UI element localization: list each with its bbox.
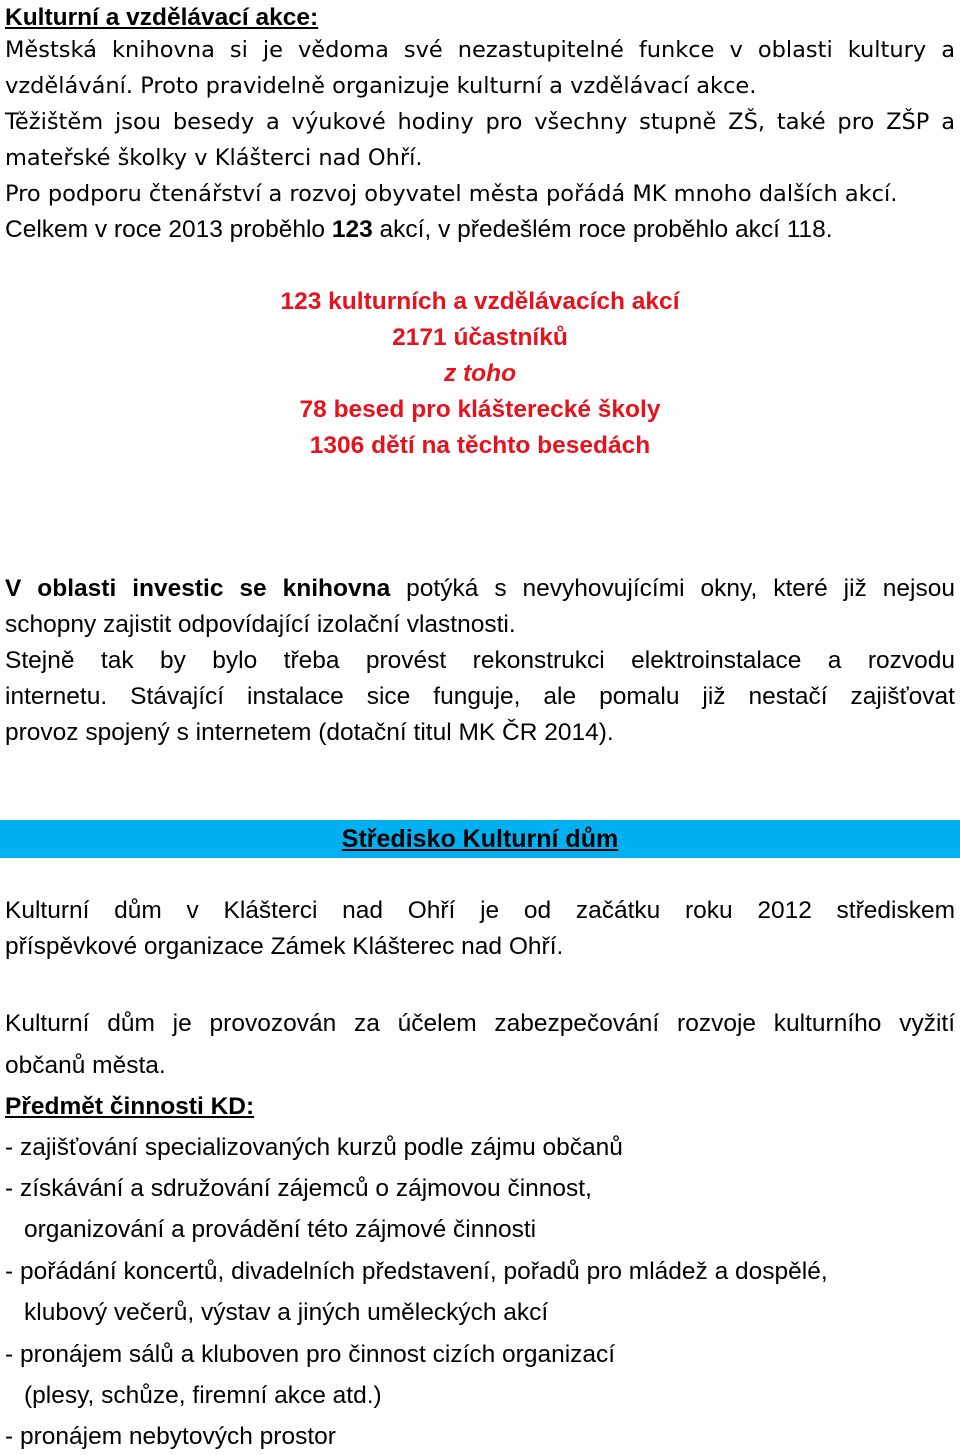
total-events-number: 123 (331, 216, 373, 243)
activity-item-continuation: klubový večerů, výstav a jiných uměleckých akcí (24, 1299, 549, 1326)
kd-purpose-line: občanů města. (5, 1052, 166, 1079)
investments-lead: V oblasti investic se knihovna (5, 575, 391, 602)
investments-line (5, 571, 955, 607)
activity-item: - zajišťování specializovaných kurzů podle zájmu občanů (5, 1134, 623, 1161)
total-events-post: akcí, v předešlém roce proběhlo akcí 118. (372, 216, 833, 243)
activity-item: - pronájem sálů a kluboven pro činnost cizích organizací (5, 1341, 616, 1368)
activity-item-continuation: (plesy, schůze, firemní akce atd.) (24, 1382, 382, 1409)
investments-line: internetu. Stávající instalace sice funguje, ale pomalu již nestačí zajišťovat (5, 683, 955, 710)
investments-line1-rest: potýká s nevyhovujícími okny, které již nejsou (390, 575, 955, 602)
section-heading-culture: Kulturní a vzdělávací akce: (5, 4, 319, 31)
paragraph-line: mateřské školky v Klášterci nad Ohří. (5, 145, 423, 171)
paragraph-line: vzdělávání. Proto pravidelně organizuje kulturní a vzdělávací akce. (5, 73, 757, 99)
paragraph-line: Pro podporu čtenářství a rozvoj obyvatel města pořádá MK mnoho dalších akcí. (5, 181, 898, 207)
paragraph-line: Městská knihovna si je vědoma své nezastupitelné funkce v oblasti kultury a (5, 37, 955, 63)
kd-intro-line: příspěvkové organizace Zámek Klášterec nad Ohří. (5, 933, 564, 960)
investments-line: schopny zajistit odpovídající izolační vlastnosti. (5, 611, 516, 638)
activity-item: - pronájem nebytových prostor (5, 1423, 336, 1450)
section-title-kd: Středisko Kulturní dům (341, 825, 619, 853)
kd-purpose-line: Kulturní dům je provozován za účelem zabezpečování rozvoje kulturního vyžití (5, 1010, 955, 1037)
investments-line: provoz spojený s internetem (dotační titul MK ČR 2014). (5, 719, 614, 746)
activity-item: - získávání a sdružování zájemců o zájmovou činnost, (5, 1175, 592, 1202)
highlight-of-which: z toho (443, 360, 517, 387)
activities-heading: Předmět činnosti KD: (5, 1093, 255, 1120)
investments-line: Stejně tak by bylo třeba provést rekonstrukci elektroinstalace a rozvodu (5, 647, 955, 674)
kd-intro-line: Kulturní dům v Klášterci nad Ohří je od začátku roku 2012 střediskem (5, 897, 955, 924)
activity-item: - pořádání koncertů, divadelních představení, pořadů pro mládež a dospělé, (5, 1258, 828, 1285)
highlight-participants: 2171 účastníků (392, 324, 568, 351)
total-events-pre: Celkem v roce 2013 proběhlo (5, 216, 332, 243)
total-events-line (5, 212, 955, 248)
activity-item-continuation: organizování a provádění této zájmové činnosti (24, 1216, 537, 1243)
highlight-school-talks: 78 besed pro klášterecké školy (299, 396, 661, 423)
highlight-children: 1306 dětí na těchto besedách (309, 432, 651, 459)
highlight-events: 123 kulturních a vzdělávacích akcí (280, 288, 680, 315)
paragraph-line: Těžištěm jsou besedy a výukové hodiny pro všechny stupně ZŠ, také pro ZŠP a (5, 109, 955, 135)
